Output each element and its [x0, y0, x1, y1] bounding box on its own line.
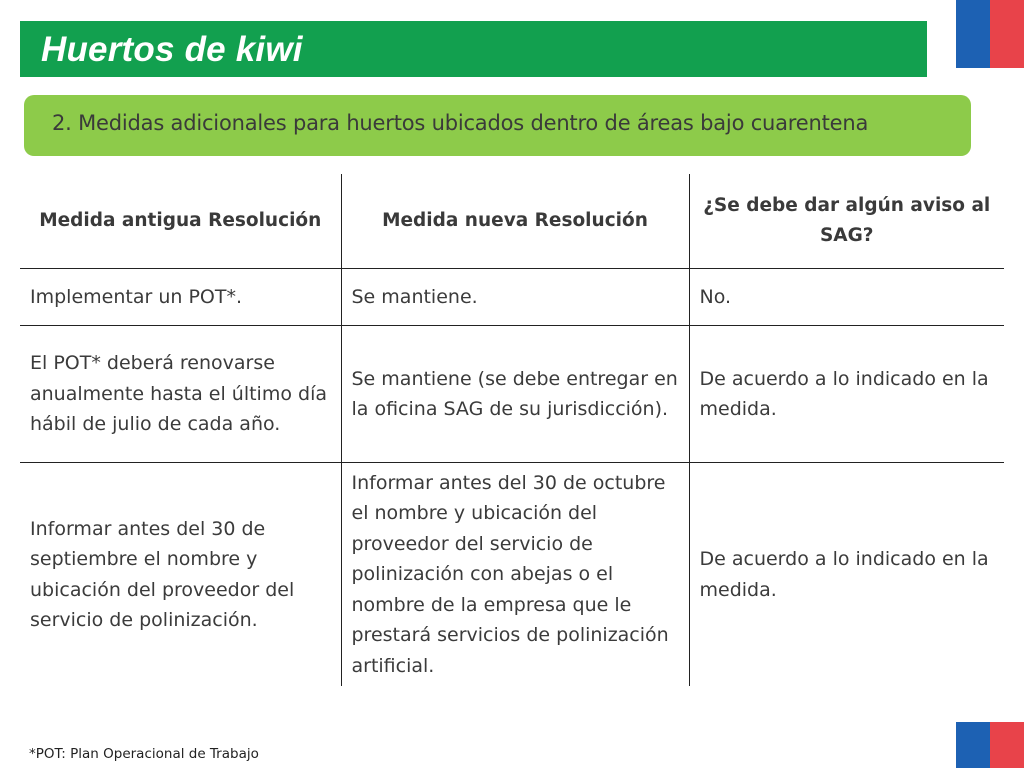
table-row: [20, 269, 1004, 326]
page-title: Huertos de kiwi: [41, 30, 303, 69]
flag-blue-stripe: [956, 722, 990, 768]
table-row: [20, 463, 1004, 687]
table-cell: Se mantiene.: [341, 269, 689, 326]
header-old-measure: Medida antigua Resolución: [20, 174, 341, 269]
table-cell: Informar antes del 30 de octubre el nombre y ubicación del proveedor del servicio de polinización con abejas o el nombre de la empresa que le prestará servicios de polinización artificial.: [341, 463, 689, 687]
table-row: [20, 326, 1004, 463]
measures-table: [20, 174, 1004, 686]
table-cell: Informar antes del 30 de septiembre el nombre y ubicación del proveedor del servicio de polinización.: [30, 517, 295, 631]
subtitle-banner: [24, 95, 971, 156]
table-cell: De acuerdo a lo indicado en la medida.: [689, 326, 1004, 463]
table-cell: No.: [689, 269, 1004, 326]
table-cell: De acuerdo a lo indicado en la medida.: [689, 463, 1004, 687]
footnote: *POT: Plan Operacional de Trabajo: [29, 746, 259, 762]
table-header-row: [20, 174, 1004, 269]
table-cell: Se mantiene (se debe entregar en la oficina SAG de su jurisdicción).: [341, 326, 689, 463]
flag-red-stripe: [990, 722, 1024, 768]
flag-decoration-top: [956, 0, 1024, 68]
header-sag-notice: ¿Se debe dar algún aviso al SAG?: [689, 174, 1004, 269]
flag-red-stripe: [990, 0, 1024, 68]
flag-decoration-bottom: [956, 722, 1024, 768]
header-new-measure: Medida nueva Resolución: [341, 174, 689, 269]
table-cell: El POT* deberá renovarse anualmente hasta el último día hábil de julio de cada año.: [20, 326, 341, 463]
section-subtitle: 2. Medidas adicionales para huertos ubicados dentro de áreas bajo cuarentena: [52, 111, 869, 135]
title-banner: [20, 21, 927, 77]
flag-blue-stripe: [956, 0, 990, 68]
table-cell: Implementar un POT*.: [20, 269, 341, 326]
